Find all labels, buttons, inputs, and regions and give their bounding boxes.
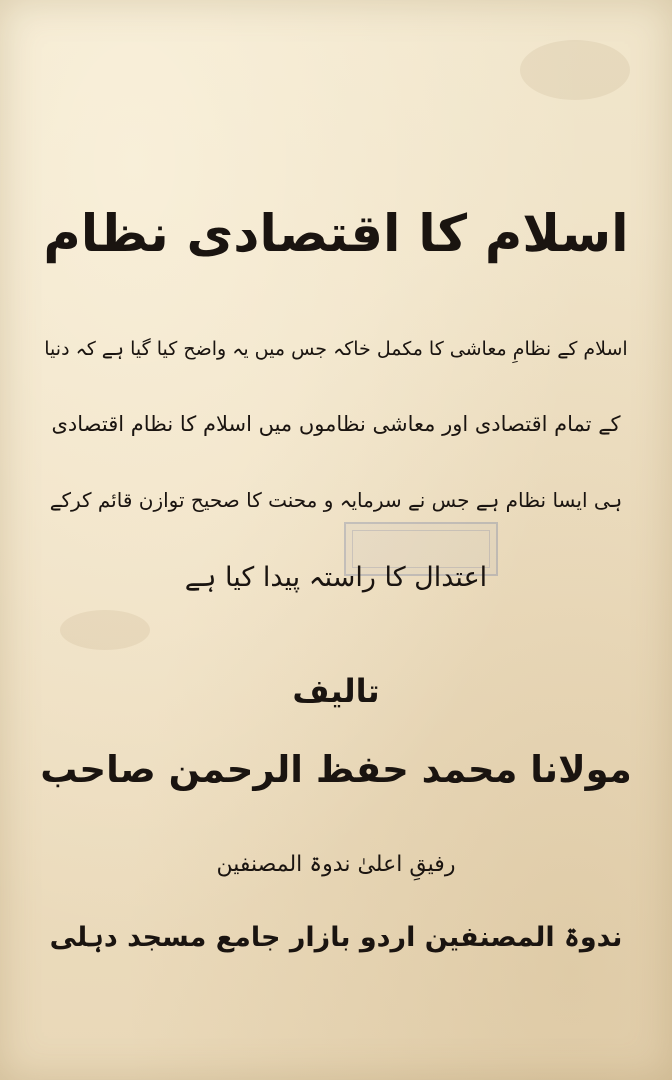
publisher-imprint: ندوۃ المصنفین اردو بازار جامع مسجد دہلی — [49, 922, 623, 953]
description-line-1: اسلام کے نظامِ معاشی کا مکمل خاکہ جس میں یہ واضح کیا گیا ہے کہ دنیا — [44, 338, 628, 360]
paper-stain — [520, 40, 630, 100]
author-role: رفیقِ اعلیٰ ندوۃ المصنفین — [216, 852, 456, 877]
description-line-4: اعتدال کا راستہ پیدا کیا ہے — [184, 562, 488, 593]
authorship-label: تالیف — [292, 672, 380, 710]
description-line-2: کے تمام اقتصادی اور معاشی نظاموں میں اسلام کا نظام اقتصادی — [51, 412, 621, 436]
description-line-3: ہی ایسا نظام ہے جس نے سرمایہ و محنت کا صحیح توازن قائم کرکے — [49, 488, 623, 512]
author-name: مولانا محمد حفظ الرحمن صاحب — [40, 748, 632, 791]
paper-stain — [60, 610, 150, 650]
book-title: اسلام کا اقتصادی نظام — [43, 205, 629, 264]
